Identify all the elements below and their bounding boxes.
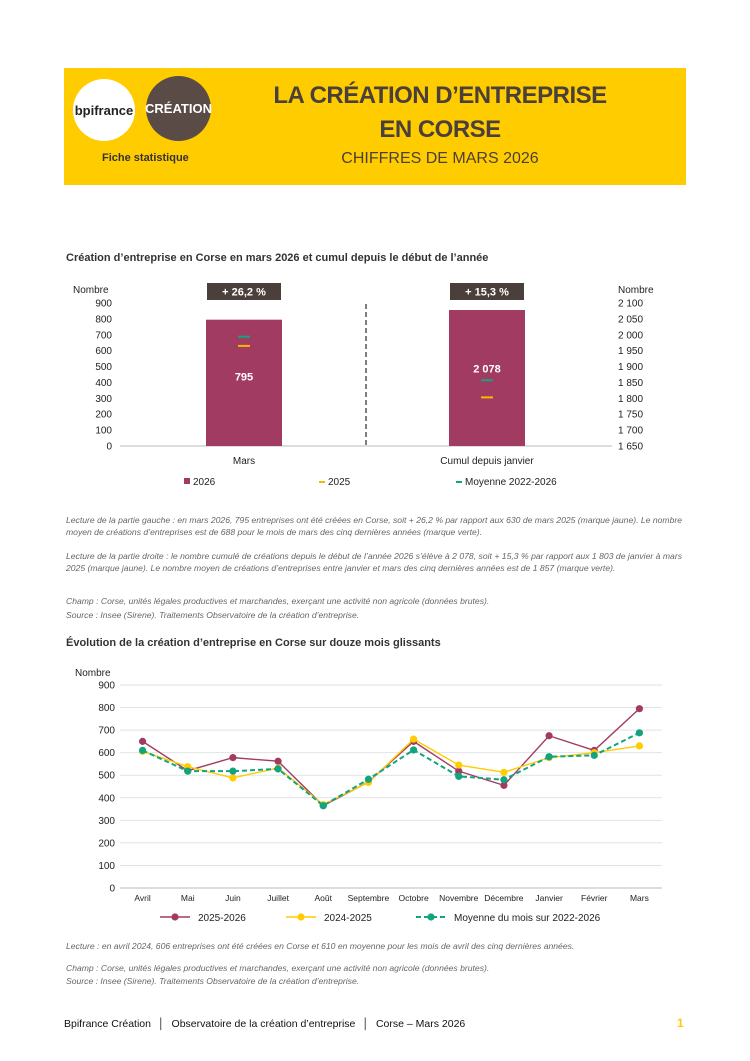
banner-title-line1: LA CRÉATION D’ENTREPRISE [273,82,607,109]
left-change-label: + 26,2 % [222,286,266,299]
y-tick-label: 300 [98,815,115,827]
legend-avg-label: Moyenne 2022-2026 [465,477,557,488]
creation-logo [146,76,211,141]
y-tick-left: 200 [95,409,112,421]
bpifrance-logo-text: bpifrance [74,102,134,118]
section2-title: Évolution de la création d’entreprise en Corse sur douze mois glissants [66,637,441,649]
y-tick-left: 100 [95,425,112,437]
series-line-2 [143,733,640,806]
y-tick-label: 100 [98,860,115,872]
right-value-label: 2 078 [473,363,501,376]
legend-marker-2 [427,913,434,920]
x-tick-label: Mars [629,893,649,903]
legend-label-2: Moyenne du mois sur 2022-2026 [454,913,601,924]
footer-region-date: Corse – Mars 2026 [375,1018,466,1030]
legend-2026-label: 2026 [193,477,216,488]
y-tick-left: 300 [95,393,112,405]
y-tick-label: 700 [98,725,115,737]
section1-note-right: Lecture de la partie droite : le nombre cumulé de créations depuis le début de l’année 2026 s’élève à 2 078, soit + 15,3 % par rapport aux 1 803 de janvier à mars 2025 (marque jaune). Le nombre moyen de créations d’entreprises entre janvier et mars des cinq dernières années est de 1 857 (marque verte). [66,551,682,573]
series-point-1 [500,769,507,776]
x-tick-label: Mai [180,893,195,903]
y-tick-left: 800 [95,314,112,326]
bpifrance-logo [73,79,135,141]
x-tick-label: Juillet [267,893,289,903]
bar-chart [60,278,690,503]
x-tick-label: Août [314,893,332,903]
section1-champ: Champ : Corse, unités légales productives et marchandes, exerçant une activité non agricole (données brutes). [66,596,490,606]
y-tick-left: 0 [106,441,112,453]
series-point-1 [410,736,417,743]
series-point-1 [229,774,236,781]
y-tick-label: 600 [98,748,115,760]
left-value-label: 795 [234,371,254,384]
y-tick-right: 1 750 [618,409,644,421]
series-line-1 [143,739,640,804]
right-change-label: + 15,3 % [465,286,509,299]
y-tick-left: 400 [95,377,112,389]
right-bar [449,310,525,446]
section1-source: Source : Insee (Sirene). Traitements Observatoire de la création d’entreprise. [66,610,360,620]
y-tick-label: 900 [98,680,115,692]
banner-title-line2: EN CORSE [379,116,501,143]
series-point-2 [410,746,417,753]
y-tick-right: 1 900 [618,362,644,374]
x-tick-label: Novembre [439,893,479,903]
footer-separator: │ [362,1018,369,1030]
left-category-label: Mars [232,456,256,467]
right-category-label: Cumul depuis janvier [440,456,534,467]
series-point-0 [229,754,236,761]
series-point-1 [455,761,462,768]
x-tick-label: Février [581,893,608,903]
series-point-2 [139,747,146,754]
series-point-2 [636,729,643,736]
series-point-0 [545,732,552,739]
series-point-2 [365,776,372,783]
section2-champ: Champ : Corse, unités légales productives et marchandes, exerçant une activité non agricole (données brutes). [66,963,490,973]
y-tick-label: 200 [98,838,115,850]
series-point-2 [320,802,327,809]
y-tick-right: 1 800 [618,393,644,405]
y-tick-right: 2 050 [618,314,644,326]
y-tick-right: 1 650 [618,441,644,453]
legend-marker-0 [171,913,178,920]
fiche-label: Fiche statistique [102,152,189,164]
x-tick-label: Octobre [398,893,429,903]
y-tick-label: 800 [98,703,115,715]
y-tick-left: 700 [95,330,112,342]
line-chart [60,660,690,930]
series-point-2 [545,753,552,760]
x-tick-label: Janvier [535,893,563,903]
y-axis-title: Nombre [75,668,111,679]
section1-note-left: Lecture de la partie gauche : en mars 2026, 795 entreprises ont été créées en Corse, soit + 26,2 % par rapport aux 630 de mars 2025 (marque jaune). Le nombre moyen de créations d’entreprises est de 688 pour le mois de mars des cinq dernières années (marque verte). [66,515,682,537]
section2-source: Source : Insee (Sirene). Traitements Observatoire de la création d’entreprise. [66,976,360,986]
series-point-2 [591,752,598,759]
legend-label-1: 2024-2025 [324,913,372,924]
section1-title: Création d’entreprise en Corse en mars 2026 et cumul depuis le début de l’année [66,252,489,264]
y-tick-label: 0 [109,883,115,895]
y-tick-label: 400 [98,793,115,805]
series-point-2 [184,768,191,775]
y-tick-left: 500 [95,362,112,374]
header-banner [64,68,686,185]
page-number: 1 [677,1016,684,1030]
x-tick-label: Avril [134,893,151,903]
section2-lecture: Lecture : en avril 2024, 606 entreprises ont été créées en Corse et 610 en moyenne pour les mois de avril des cinq dernières années. [66,941,575,951]
series-point-2 [274,765,281,772]
banner-subtitle: CHIFFRES DE MARS 2026 [341,150,539,167]
y-tick-left: 600 [95,346,112,358]
x-tick-label: Septembre [347,893,390,903]
legend-label-0: 2025-2026 [198,913,246,924]
y-tick-right: 2 100 [618,298,644,310]
y-axis-left-title: Nombre [73,285,109,296]
series-point-2 [455,773,462,780]
y-tick-right: 1 950 [618,346,644,358]
x-tick-label: Juin [225,893,241,903]
series-point-2 [229,768,236,775]
series-point-0 [274,758,281,765]
footer-separator: │ [157,1018,165,1030]
y-tick-left: 900 [95,298,112,310]
footer-org: Bpifrance Création [64,1018,151,1030]
y-tick-right: 2 000 [618,330,644,342]
legend-2026-swatch [184,478,190,484]
series-point-2 [500,776,507,783]
creation-logo-text: CRÉATION [145,101,212,116]
footer [64,1018,465,1030]
series-point-0 [636,705,643,712]
y-tick-right: 1 850 [618,377,644,389]
y-axis-right-title: Nombre [618,285,654,296]
y-tick-label: 500 [98,770,115,782]
footer-observatoire: Observatoire de la création d’entreprise [171,1018,356,1030]
legend-2025-label: 2025 [328,477,351,488]
series-point-1 [636,742,643,749]
y-tick-right: 1 700 [618,425,644,437]
series-point-0 [139,738,146,745]
x-tick-label: Décembre [484,893,524,903]
legend-marker-1 [297,913,304,920]
